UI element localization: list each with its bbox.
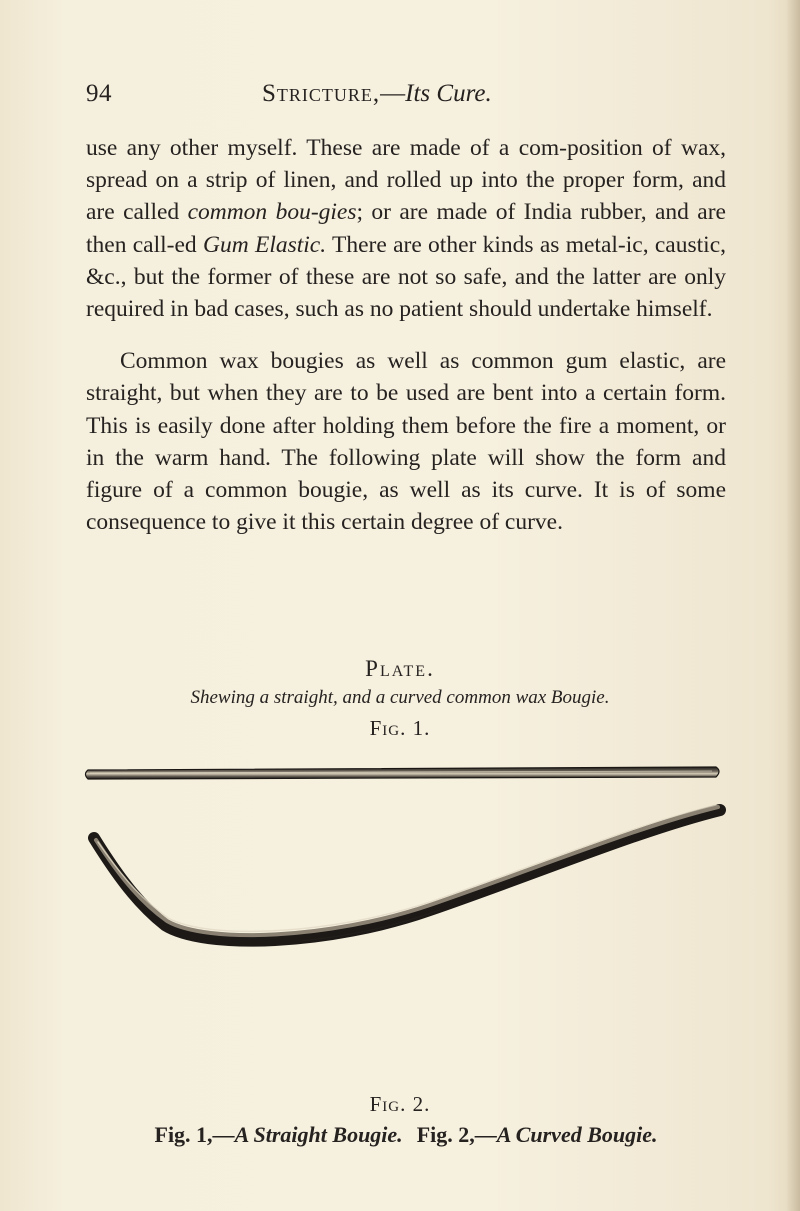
running-title-main: Stricture, (262, 80, 381, 107)
term-gum-elastic: Gum Elastic. (202, 231, 327, 258)
legend-fig2-desc: A Curved Bougie. (496, 1122, 658, 1147)
fig2-label: Fig. 2. (369, 1092, 431, 1116)
page-number: 94 (86, 80, 112, 107)
paragraph-text-segment: ; or are made of India rubber, and are then call-ed (86, 199, 726, 258)
legend-fig1-desc: A Straight Bougie. (234, 1122, 403, 1147)
straight-bougie-figure (86, 767, 720, 779)
paragraph-text-segment: There are other kinds as metal-ic, caustic, &c., but the former of these are not so safe, and the latter are only required in bad cases, such as no patient should undertake himself. (86, 231, 726, 323)
paragraph-text-segment: use any other myself. These are made of a com-position of wax, spread on a strip of linen, and rolled up into the proper form, and are called (86, 135, 726, 226)
legend-fig1-ref: Fig. 1,— (154, 1122, 235, 1147)
figure-legend (86, 1122, 726, 1148)
plate-caption: Shewing a straight, and a curved common wax Bougie. (190, 687, 610, 708)
curved-bougie-figure (94, 805, 720, 941)
running-title-dash: — (380, 80, 406, 107)
plate-heading: Plate. (365, 656, 435, 681)
running-title-italic: Its Cure. (405, 80, 492, 107)
term-common-bougies: common bou-gies (187, 199, 357, 226)
fig1-label: Fig. 1. (369, 716, 431, 740)
legend-fig2-ref: Fig. 2,— (416, 1122, 497, 1147)
paragraph-bending-bougies: Common wax bougies as well as common gum elastic, are straight, but when they are to be used are bent into a certain form. This is easily done after holding them before the fire a moment, or in the warm hand. The following plate will show the form and figure of a common bougie, as well as its curve. It is of some consequence to give it this certain degree of curve. (86, 348, 726, 536)
